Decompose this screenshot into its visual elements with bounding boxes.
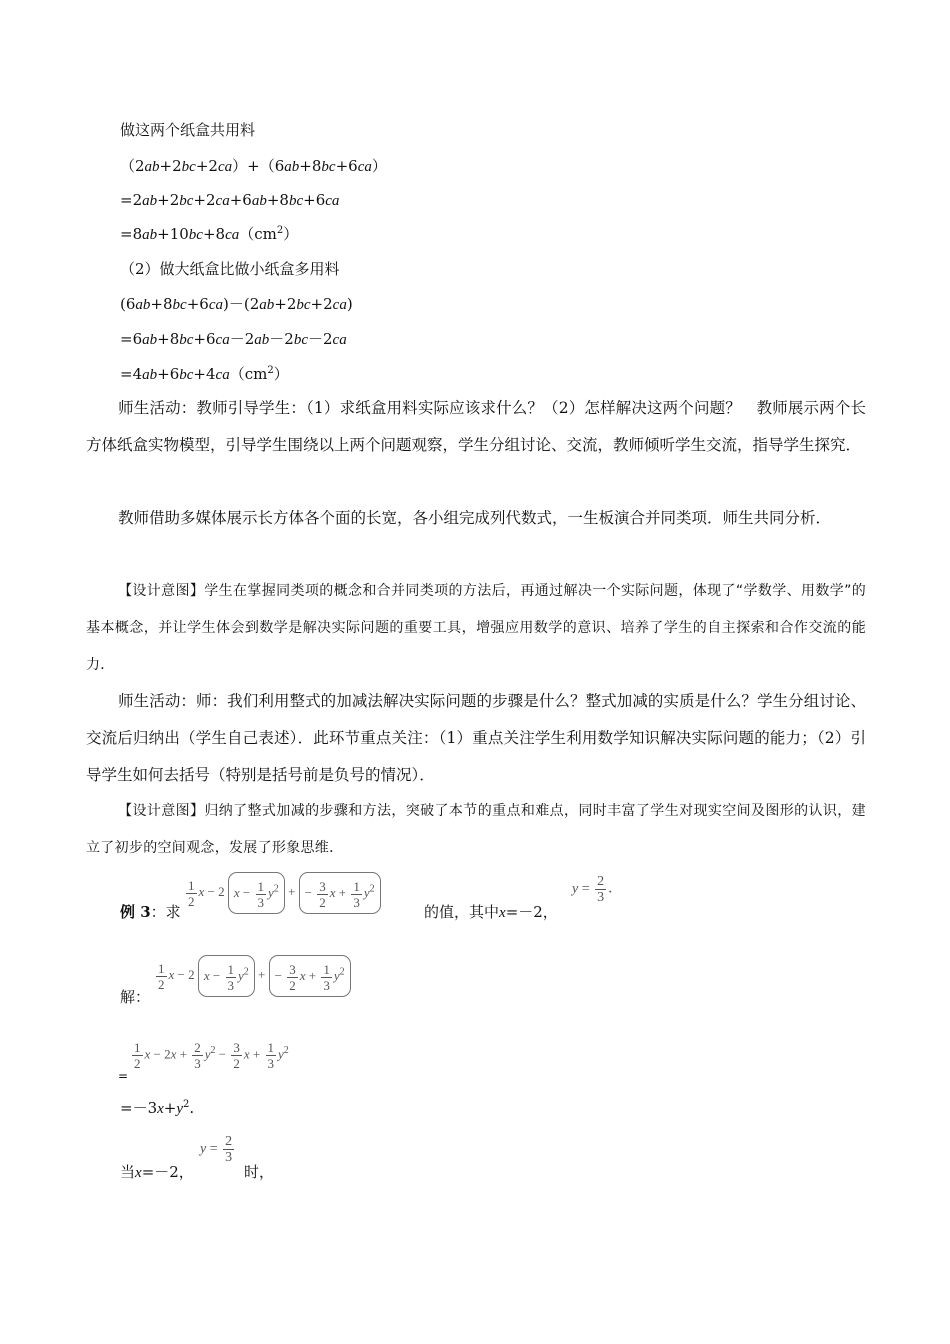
when-cond: =－2，: [141, 1163, 194, 1181]
when-end: 时，: [244, 1163, 275, 1181]
text-line-7: =6ab+8bc+6ca－2ab－2bc－2ca: [120, 330, 347, 348]
paragraph-design-intent-1: 【设计意图】学生在掌握同类项的概念和合并同类项的方法后，再通过解决一个实际问题，体现了“学数学、用数学”的基本概念，并让学生体会到数学是解决实际问题的重要工具，增强应用数学的意识、培养了学生的自主探索和合作交流的能力．: [86, 583, 866, 673]
text-line-3: =2ab+2bc+2ca+6ab+8bc+6ca: [120, 191, 340, 209]
paragraph-design-intent-2: 【设计意图】归纳了整式加减的步骤和方法，突破了本节的重点和难点，同时丰富了学生对现实空间及图形的认识，建立了初步的空间观念，发展了形象思维．: [86, 803, 866, 856]
solution-expansion: $\frac{1}{2}$ x − 2x + $\frac{2}{3}$ $y^2$ − $\frac{3}{2}$ x + $\frac{1}{3}$ $y^2$: [134, 1040, 289, 1071]
when-y-value: y = $\frac{2}{3}$: [200, 1134, 233, 1165]
example-cond: =－2，: [505, 903, 558, 921]
unit-cm2-b: （cm: [229, 365, 268, 383]
paragraph-activity-1: 师生活动：教师引导学生：（1）求纸盒用料实际应该求什么？（2）怎样解决这两个问题？ 教师展示两个长方体纸盒实物模型，引导学生围绕以上两个问题观察，学生分组讨论、交流，教师倾听学生交流，指导学生探究．: [86, 399, 866, 454]
text-line-1: 做这两个纸盒共用料: [120, 121, 256, 139]
unit-cm2: （cm: [239, 225, 277, 243]
text-line-5: （2）做大纸盒比做小纸盒多用料: [120, 260, 340, 278]
example-3-line: [120, 902, 181, 922]
when-line: 当x=－2，: [120, 1163, 194, 1181]
example-expression: $\frac{1}{2}$ x − 2 x − $\frac{1}{3}$ $y^2$ + − $\frac{3}{2}$ x + $\frac{1}{3}$ $y^2$: [184, 872, 381, 914]
example-y-value: y = $\frac{2}{3}$ ．: [572, 874, 623, 905]
example-suffix: 的值，其中: [424, 903, 500, 921]
solution-expression: $\frac{1}{2}$ x − 2 x − $\frac{1}{3}$ $y^2$ + − $\frac{3}{2}$ x + $\frac{1}{3}$ $y^2$: [154, 955, 351, 997]
example-condition: 的值，其中x=－2，: [424, 903, 558, 921]
example-prefix: ：求: [150, 903, 181, 921]
text-line-6: (6ab+8bc+6ca)－(2ab+2bc+2ca): [120, 295, 353, 313]
eq-sign: =: [118, 1069, 129, 1083]
result-prefix: =－3: [120, 1099, 158, 1117]
when-label: 当: [120, 1163, 136, 1181]
text-line-8: $=4ab+6bc+4ca(cm^2)$: [120, 365, 289, 383]
paragraph-activity-3: 师生活动：师：我们利用整式的加减法解决实际问题的步骤是什么？整式加减的实质是什么？学生分组讨论、交流后归纳出（学生自己表述）．此环节重点关注：（1）重点关注学生利用数学知识解决实际问题的能力；（2）引导学生如何去括号（特别是括号前是负号的情况）．: [86, 692, 866, 784]
text-line-4: $=8ab+10bc+8ca(cm^2)$: [120, 225, 299, 243]
solution-label: 解：: [120, 988, 151, 1006]
solution-result: $=-3x+y^2$.: [120, 1099, 195, 1117]
text-line-2: （2ab+2bc+2ca）+（6ab+8bc+6ca）: [120, 157, 387, 175]
example-label: 例 3: [120, 903, 151, 921]
paragraph-activity-2: 教师借助多媒体展示长方体各个面的长宽，各小组完成列代数式，一生板演合并同类项．师生共同分析．: [118, 509, 832, 527]
